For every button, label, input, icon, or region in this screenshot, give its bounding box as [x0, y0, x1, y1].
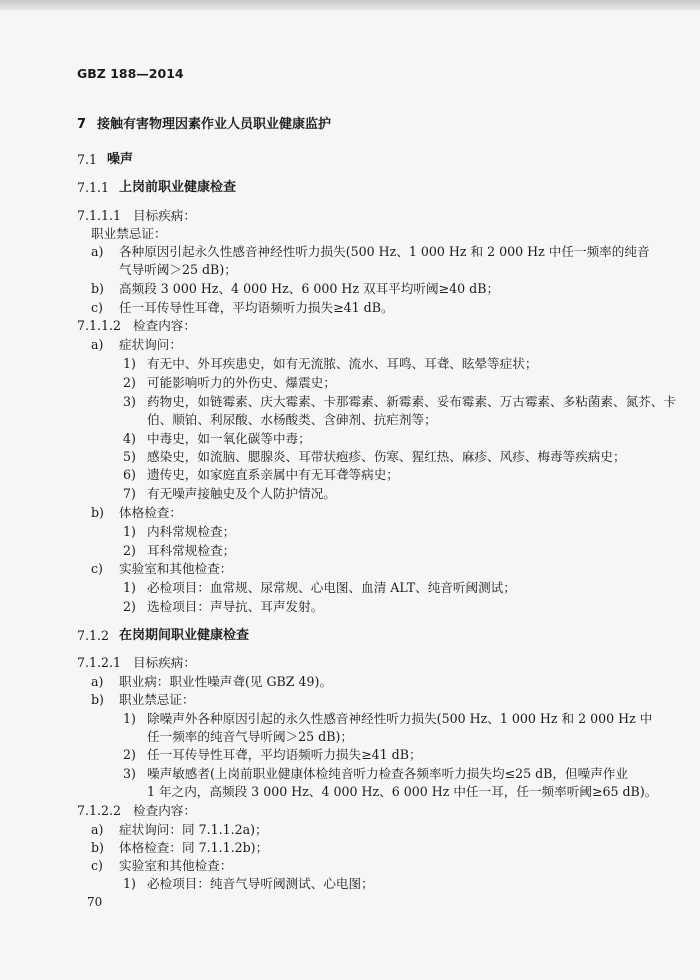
contraindication-item-continuation: 任一频率的纯音气导听阈＞25 dB)； [147, 729, 353, 744]
page-number: 70 [87, 895, 103, 909]
symptom-item: 中毒史，如一氧化碳等中毒； [147, 431, 311, 446]
list-item: 各种原因引起永久性感音神经性听力损失(500 Hz、1 000 Hz 和 2 000 Hz 中任一频率的纯音 [119, 244, 650, 259]
symptom-item: 可能影响听力的外伤史、爆震史； [147, 375, 336, 390]
list-marker: c) [91, 300, 103, 315]
section-number: 7 [77, 117, 87, 132]
standard-code: GBZ 188—2014 [77, 66, 184, 81]
heading-pre-employment: 上岗前职业健康检查 [119, 180, 237, 195]
list-marker: 4) [123, 431, 136, 446]
heading-number: 7.1 [77, 152, 98, 167]
symptom-inquiry-label: 症状询问： [119, 337, 182, 352]
list-marker: a) [91, 674, 104, 689]
heading-number: 7.1.2 [77, 628, 110, 643]
symptom-item: 有无中、外耳疾患史，如有无流脓、流水、耳鸣、耳聋、眩晕等症状； [147, 356, 538, 371]
contraindication-label: 职业禁忌证： [91, 226, 167, 241]
contraindication-label: 职业禁忌证： [119, 692, 195, 707]
list-marker: b) [91, 281, 104, 296]
list-marker: 6) [123, 467, 136, 482]
physical-exam-label: 体格检查： [119, 505, 182, 520]
list-marker: c) [91, 858, 103, 873]
list-marker: b) [91, 505, 104, 520]
contraindication-item: 任一耳传导性耳聋，平均语频听力损失≥41 dB； [147, 747, 422, 762]
physical-item: 耳科常规检查； [147, 543, 236, 558]
contraindication-item: 除噪声外各种原因引起的永久性感音神经性听力损失(500 Hz、1 000 Hz 和 2 000 Hz 中 [147, 711, 653, 726]
list-marker: a) [91, 337, 104, 352]
lab-exam-label: 实验室和其他检查： [119, 561, 233, 576]
section-title: 接触有害物理因素作业人员职业健康监护 [97, 117, 332, 132]
symptom-item: 有无噪声接触史及个人防护情况。 [147, 486, 336, 501]
symptom-item-continuation: 伯、顺铂、利尿酸、水杨酸类、含砷剂、抗疟剂等； [147, 412, 437, 427]
list-marker: c) [91, 561, 103, 576]
list-marker: 1) [123, 711, 136, 726]
heading-target-disease: 目标疾病： [133, 655, 196, 670]
list-marker: 5) [123, 449, 136, 464]
list-marker: b) [91, 692, 104, 707]
exam-item: 症状询问：同 7.1.1.2a)； [119, 822, 268, 837]
lab-item: 必检项目：纯音气导听阈测试、心电图； [147, 876, 374, 891]
symptom-item: 遗传史，如家庭直系亲属中有无耳聋等病史； [147, 467, 399, 482]
list-marker: 1) [123, 524, 136, 539]
heading-exam-content: 检查内容： [133, 318, 196, 333]
list-marker: b) [91, 840, 104, 855]
list-marker: 3) [123, 766, 136, 781]
heading-exam-content: 检查内容： [133, 803, 196, 818]
list-marker: 3) [123, 394, 136, 409]
list-marker: a) [91, 244, 104, 259]
lab-item: 选检项目：声导抗、耳声发射。 [147, 599, 324, 614]
list-marker: 2) [123, 375, 136, 390]
list-marker: 7) [123, 486, 136, 501]
lab-item: 必检项目：血常规、尿常规、心电图、血清 ALT、纯音听阈测试； [147, 580, 516, 595]
list-item: 任一耳传导性耳聋，平均语频听力损失≥41 dB。 [119, 300, 394, 315]
list-marker: 2) [123, 543, 136, 558]
list-marker: 1) [123, 356, 136, 371]
exam-item: 体格检查：同 7.1.1.2b)； [119, 840, 269, 855]
symptom-item: 药物史，如链霉素、庆大霉素、卡那霉素、新霉素、妥布霉素、万古霉素、多粘菌素、氮芥、卡 [147, 394, 676, 409]
heading-on-duty: 在岗期间职业健康检查 [119, 628, 250, 643]
contraindication-item: 噪声敏感者(上岗前职业健康体检纯音听力检查各频率听力损失均≤25 dB，但噪声作业 [147, 766, 628, 781]
list-marker: 1) [123, 876, 136, 891]
heading-number: 7.1.1.1 [77, 208, 122, 223]
list-marker: a) [91, 822, 104, 837]
list-marker: 2) [123, 599, 136, 614]
symptom-item: 感染史，如流脑、腮腺炎、耳带状疱疹、伤寒、猩红热、麻疹、风疹、梅毒等疾病史； [147, 449, 626, 464]
heading-target-disease: 目标疾病： [133, 208, 196, 223]
heading-number: 7.1.2.1 [77, 655, 122, 670]
list-marker: 1) [123, 580, 136, 595]
list-item: 高频段 3 000 Hz、4 000 Hz、6 000 Hz 双耳平均听阈≥40 dB； [119, 281, 500, 296]
heading-number: 7.1.1 [77, 180, 110, 195]
heading-number: 7.1.2.2 [77, 803, 122, 818]
heading-number: 7.1.1.2 [77, 318, 122, 333]
scan-top-band [0, 0, 700, 10]
physical-item: 内科常规检查； [147, 524, 236, 539]
list-item-continuation: 气导听阈＞25 dB)； [119, 262, 237, 277]
list-marker: 2) [123, 747, 136, 762]
exam-item: 实验室和其他检查： [119, 858, 233, 873]
contraindication-item-continuation: 1 年之内，高频段 3 000 Hz、4 000 Hz、6 000 Hz 中任一耳，任一频率听阈≥65 dB)。 [147, 784, 658, 799]
occupational-disease: 职业病：职业性噪声聋(见 GBZ 49)。 [119, 674, 333, 689]
heading-noise: 噪声 [107, 152, 134, 167]
